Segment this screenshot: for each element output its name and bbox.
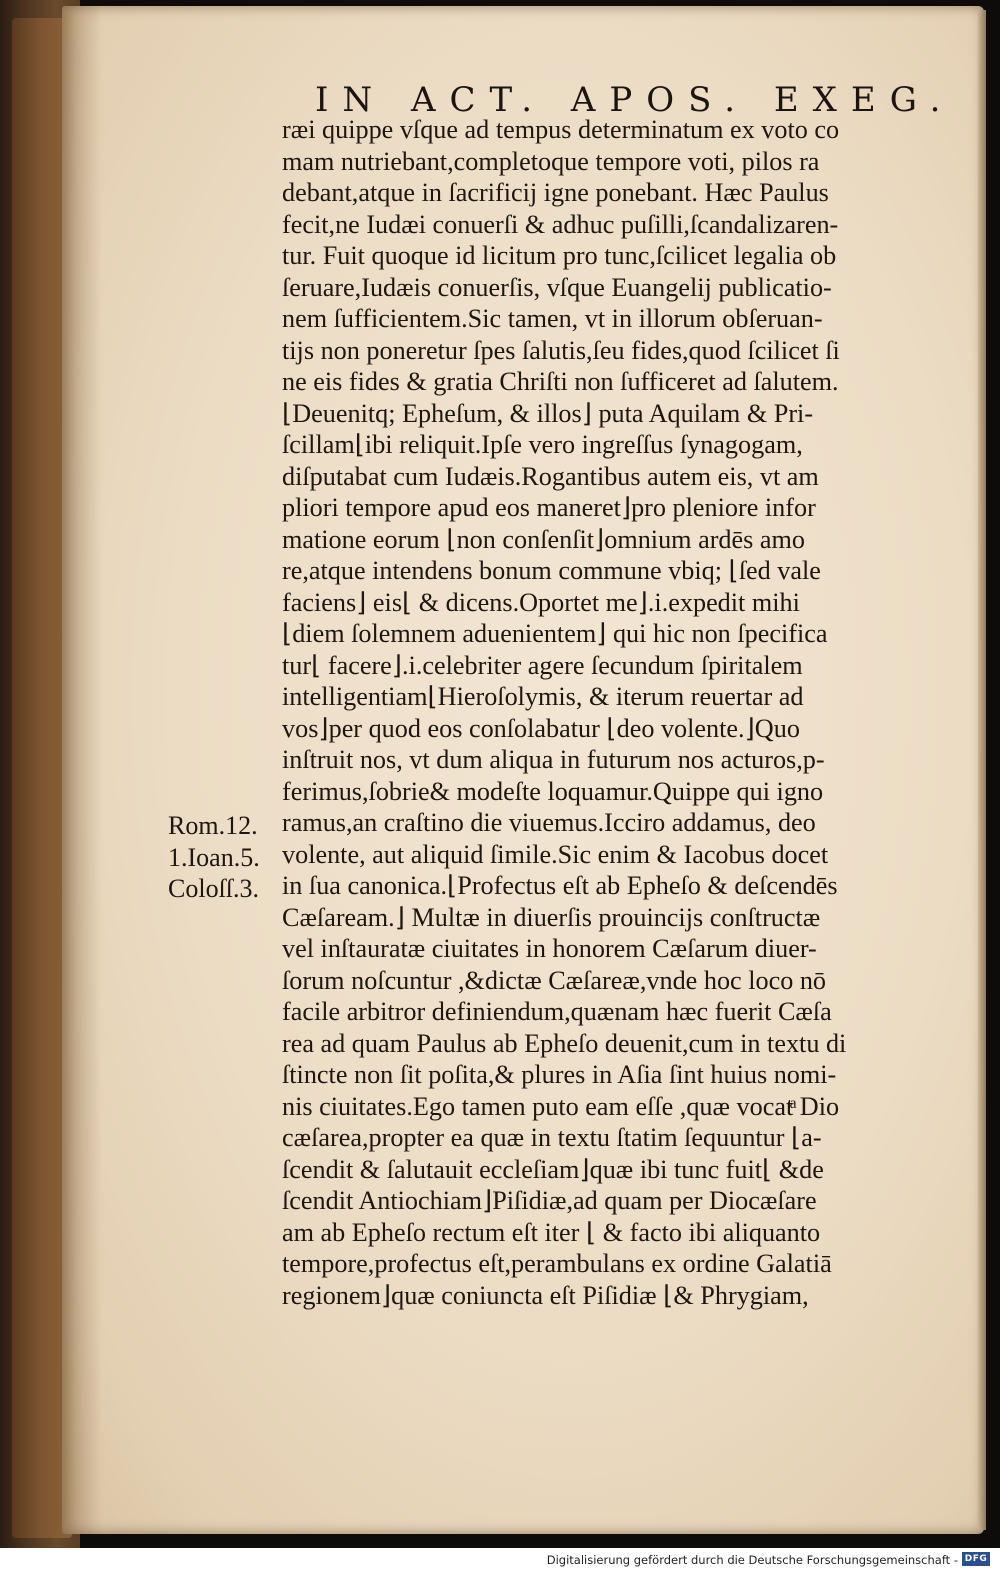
body-text [282,114,962,1311]
text-line: Cæſaream.⌋ Multæ in diuerſis prouincijs conſtructæ [282,902,821,932]
text-line: re,atque intendens bonum commune vbiq; ⌊ſed vale [282,556,821,585]
text-line: in ſua canonica.⌊Profectus eſt ab Epheſo & deſcendēs [282,871,838,900]
text-line: nem ſufficientem.Sic tamen, vt in illorum obſeruan- [282,304,823,333]
dfg-logo: DFG [962,1552,990,1566]
marginal-notes [168,810,288,905]
text-line: tijs non poneretur ſpes ſalutis,ſeu fides,quod ſcilicet ſi [282,335,840,365]
text-line: cæſarea,propter ea quæ in textu ſtatim ſequuntur ⌊a- [282,1123,822,1152]
marginal-note: Coloſſ.3. [168,874,260,903]
text-line: nis ciuitates.Ego tamen puto eam eſſe ,quæ vocatͣ Dio [282,1091,840,1121]
text-line: ne eis fides & gratia Chriſti non ſufficeret ad ſalutem. [282,367,839,396]
marginal-note: Rom.12. [168,811,258,840]
page-fore-edge [978,10,986,1530]
page-gutter-shadow [62,6,102,1534]
text-line: facile arbitror definiendum,quænam hæc fuerit Cæſa [282,997,832,1026]
text-line: fecit,ne Iudæi conuerſi & adhuc puſilli,ſcandalizaren- [282,209,839,239]
text-line: tur. Fuit quoque id licitum pro tunc,ſcilicet legalia ob [282,241,837,270]
text-line: mam nutriebant,completoque tempore voti, pilos ra [282,146,820,176]
text-line: vos⌋per quod eos conſolabatur ⌊deo volente.⌋Quo [282,713,800,743]
text-line: ⌊Deuenitq; Epheſum, & illos⌋ puta Aquilam & Pri- [282,398,814,428]
text-line: ferimus,ſobrie& modeſte loquamur.Quippe qui igno [282,776,824,806]
text-line: am ab Epheſo rectum eſt iter ⌊ & facto ibi aliquanto [282,1217,821,1247]
marginal-note: 1.Ioan.5. [168,842,260,872]
text-line: ſcillam⌊ibi reliquit.Ipſe vero ingreſſus ſynagogam, [282,430,803,459]
text-line: diſputabat cum Iudæis.Rogantibus autem eis, vt am [282,461,819,491]
text-line: ſcendit Antiochiam⌋Piſidiæ,ad quam per Diocæſare [282,1186,817,1215]
digitization-credit: Digitalisierung gefördert durch die Deutsche Forschungsgemeinschaft - [546,1553,958,1567]
text-line: faciens⌋ eis⌊ & dicens.Oportet me⌋.i.expedit mihi [282,587,800,617]
text-line: debant,atque in ſacrificij igne ponebant. Hæc Paulus [282,178,829,207]
text-line: intelligentiam⌊Hieroſolymis, & iterum reuertar ad [282,682,804,711]
text-line: inſtruit nos, vt dum aliqua in futurum nos acturos,p- [282,745,825,774]
text-line: ſtincte non ſit poſita,& plures in Aſia ſint huius nomi- [282,1060,837,1089]
text-line: ſeruare,Iudæis conuerſis, vſque Euangelij publicatio- [282,272,832,302]
text-line: ſorum noſcuntur ,&dictæ Cæſareæ,vnde hoc loco nō [282,965,827,995]
text-line: volente, aut aliquid ſimile.Sic enim & Iacobus docet [282,839,829,869]
text-line: regionem⌋quæ coniuncta eſt Piſidiæ ⌊& Phrygiam, [282,1280,809,1310]
text-line: vel inſtauratæ ciuitates in honorem Cæſarum diuer- [282,934,817,963]
text-line: tempore,profectus eſt,perambulans ex ordine Galatiā [282,1249,832,1278]
text-line: ſcendit & ſalutauit eccleſiam⌋quæ ibi tunc fuit⌊ &de [282,1154,824,1184]
running-head: IN ACT. APOS. EXEG. [315,80,955,120]
text-line: ⌊diem ſolemnem aduenientem⌋ qui hic non ſpecifica [282,619,828,648]
text-line: matione eorum ⌊non conſenſit⌋omnium ardēs amo [282,524,805,554]
text-line: tur⌊ facere⌋.i.celebriter agere ſecundum ſpiritalem [282,650,803,680]
text-line: rea ad quam Paulus ab Epheſo deuenit,cum in textu di [282,1028,847,1058]
text-line: ræi quippe vſque ad tempus determinatum ex voto co [282,115,840,144]
text-line: ramus,an craſtino die viuemus.Icciro addamus, deo [282,808,816,837]
text-line: pliori tempore apud eos maneret⌋pro pleniore infor [282,493,816,522]
